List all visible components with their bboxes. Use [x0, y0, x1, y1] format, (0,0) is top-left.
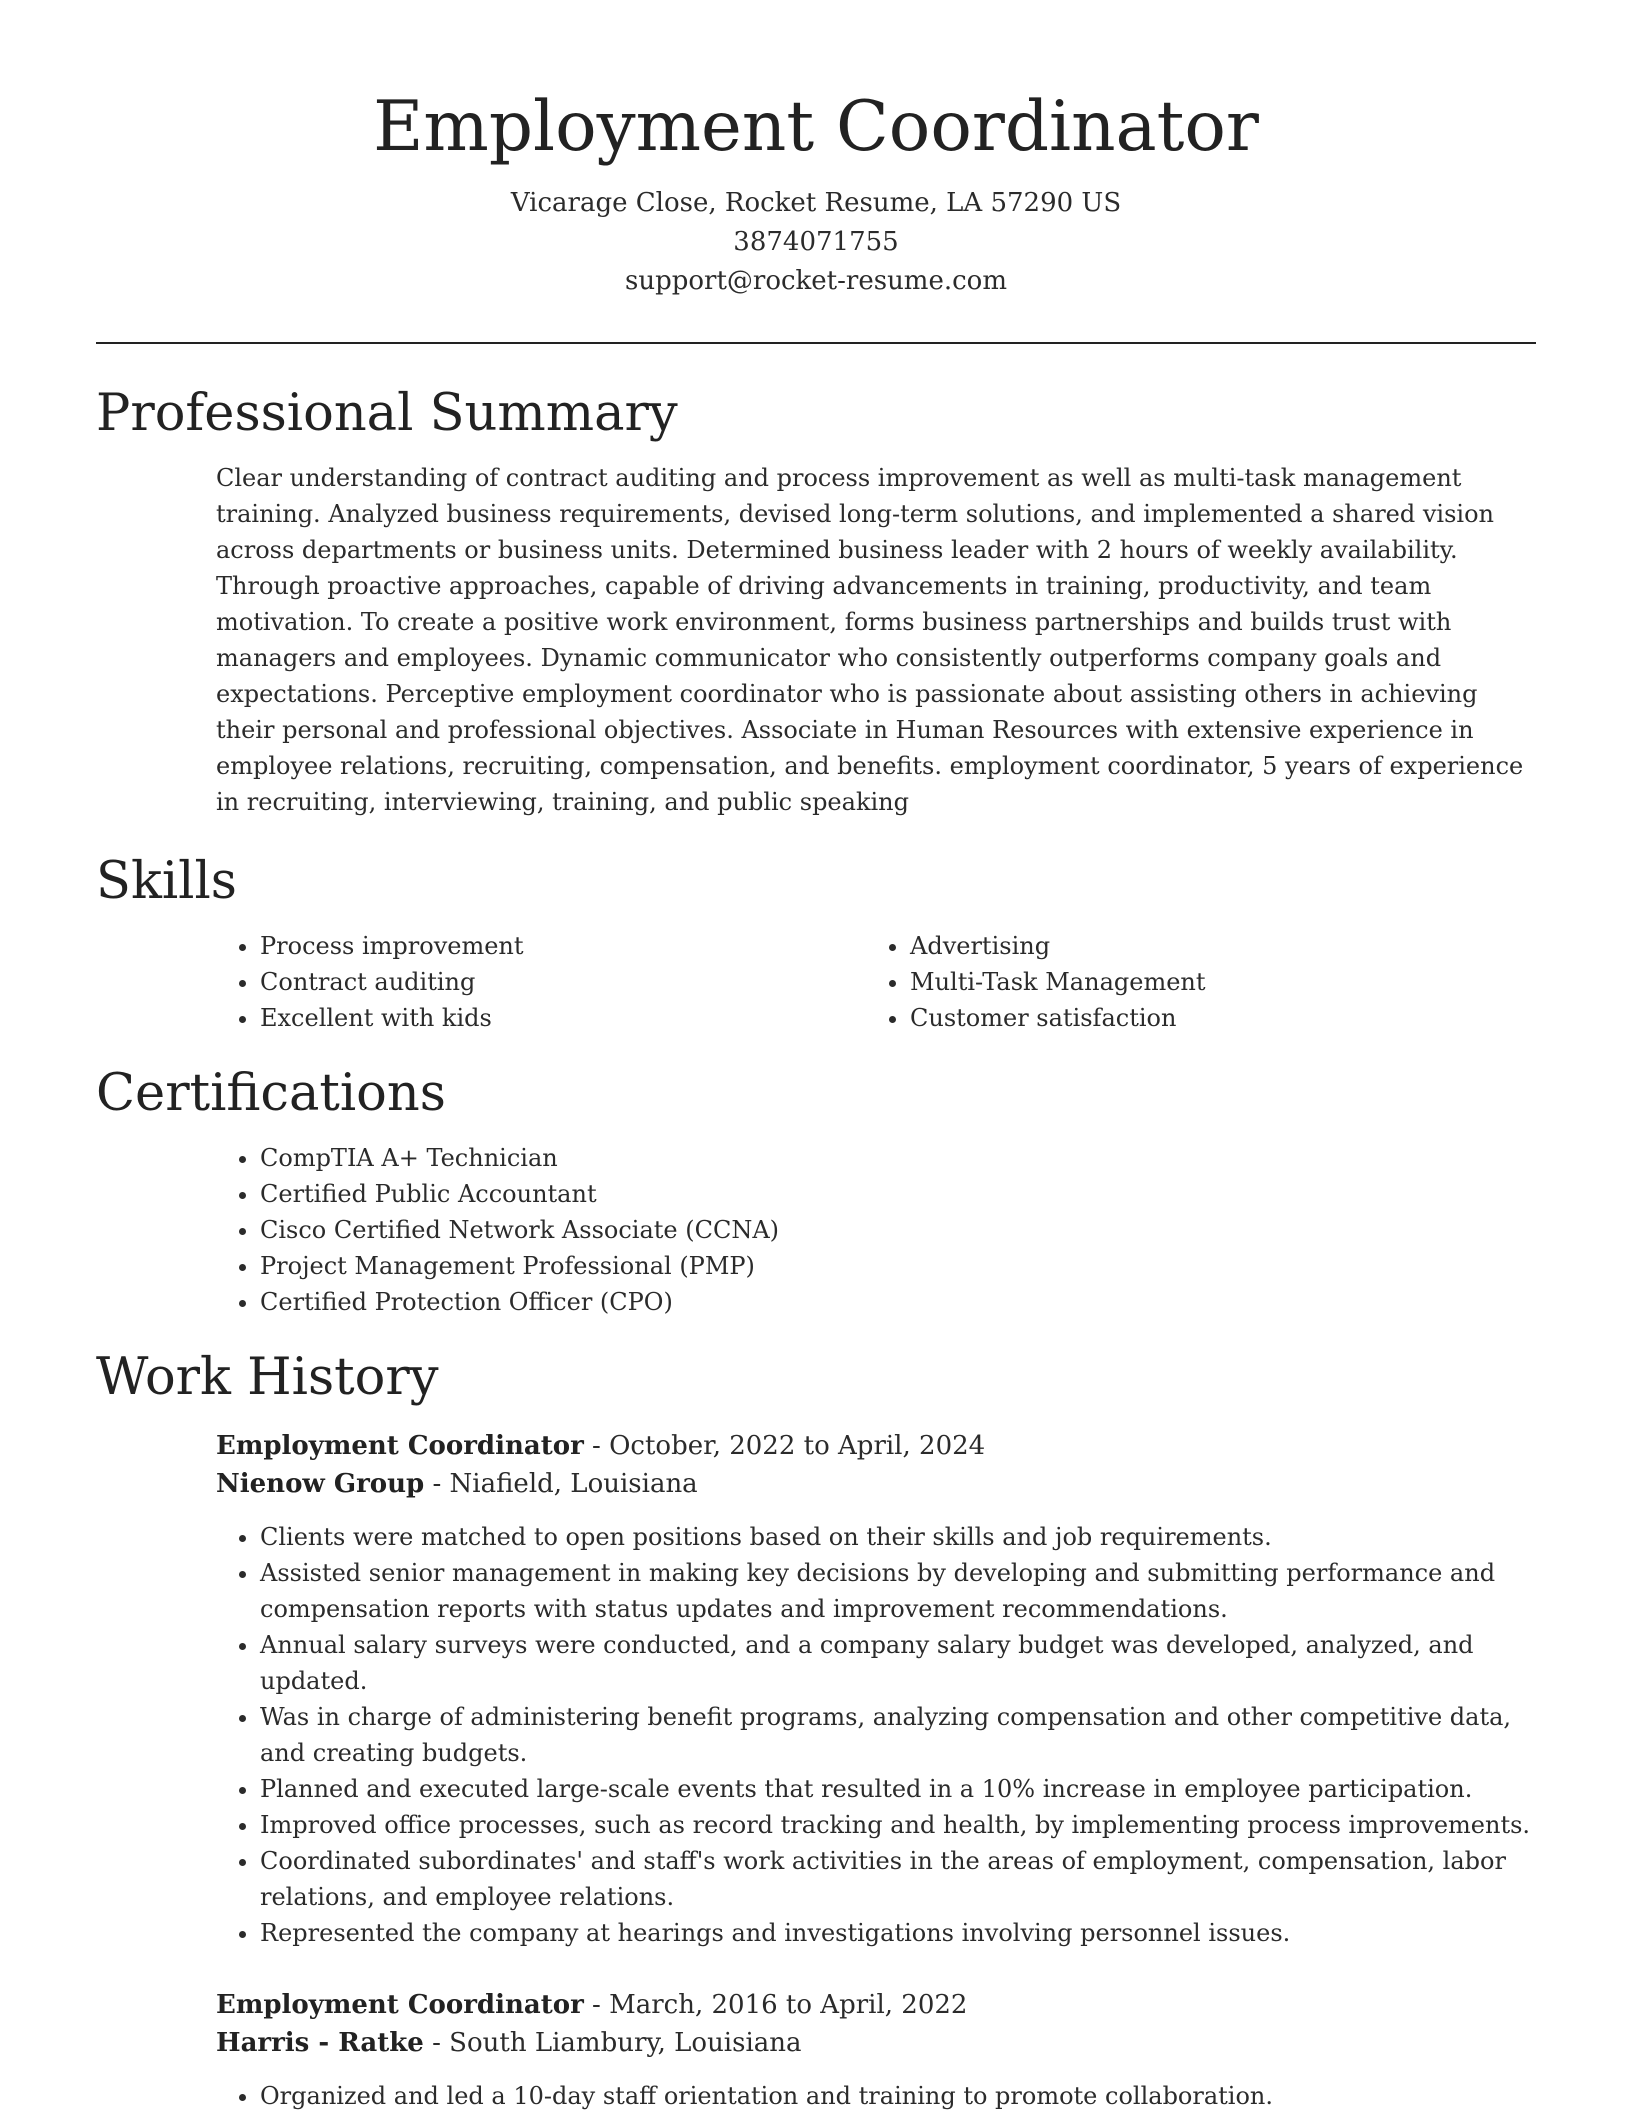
section-title-work-history: Work History — [96, 1348, 439, 1407]
contact-address: Vicarage Close, Rocket Resume, LA 57290 US — [510, 188, 1122, 218]
job-bullet: • Clients were matched to open positions based on their skills and job requirements. — [260, 1519, 1536, 1555]
certification-item: • CompTIA A+ Technician — [260, 1140, 1536, 1176]
job-dates: - March, 2016 to April, 2022 — [583, 1990, 968, 2020]
job-bullet: • Organized and led a 10-day staff orientation and training to promote collaboration. — [260, 2078, 1536, 2114]
job-bullet: • Coordinated subordinates' and staff's work activities in the areas of employment, compensation, labor relations, and employee relations. — [260, 1843, 1536, 1915]
job-entry — [216, 1986, 1536, 2114]
job-dates: - October, 2022 to April, 2024 — [583, 1431, 986, 1461]
contact-block — [96, 184, 1536, 301]
job-entry — [216, 1427, 1536, 1951]
section-title-summary: Professional Summary — [96, 384, 678, 443]
job-bullet: • Was in charge of administering benefit programs, analyzing compensation and other competitive data, and creating budgets. — [260, 1699, 1536, 1771]
job-title-line — [216, 1427, 1536, 1465]
job-company-line — [216, 1465, 1536, 1503]
skill-item: • Customer satisfaction — [910, 1000, 1486, 1036]
job-company: Harris - Ratke — [216, 2028, 424, 2058]
contact-email: support@rocket-resume.com — [624, 266, 1007, 296]
certification-item: • Project Management Professional (PMP) — [260, 1248, 1536, 1284]
job-title-line — [216, 1986, 1536, 2024]
job-location: - Niafield, Louisiana — [424, 1469, 698, 1499]
job-bullet: • Annual salary surveys were conducted, and a company salary budget was developed, analyzed, and updated. — [260, 1627, 1536, 1699]
skill-item: • Advertising — [910, 928, 1486, 964]
certifications-list — [216, 1140, 1536, 1320]
job-bullet: • Represented the company at hearings and investigations involving personnel issues. — [260, 1915, 1536, 1951]
skill-item: • Contract auditing — [260, 964, 836, 1000]
skills-list-left — [216, 928, 836, 1036]
summary-text: Clear understanding of contract auditing and process improvement as well as multi-task management training. Analyzed business requirements, devised long-term solutions, and implemented a shared vision across departments or business units. Determined business leader with 2 hours of weekly availability. Through proactive approaches, capable of driving advancements in training, productivity, and team motivation. To create a positive work environment, forms business partnerships and builds trust with managers and employees. Dynamic communicator who consistently outperforms company goals and expectations. Perceptive employment coordinator who is passionate about assisting others in achieving their personal and professional objectives. Associate in Human Resources with extensive experience in employee relations, recruiting, compensation, and benefits. employment coordinator, 5 years of experience in recruiting, interviewing, training, and public speaking — [216, 464, 1524, 816]
candidate-name: Employment Coordinator — [373, 87, 1259, 167]
job-bullet: • Improved office processes, such as record tracking and health, by implementing process improvements. — [260, 1807, 1536, 1843]
job-role: Employment Coordinator — [216, 1990, 584, 2020]
section-title-skills: Skills — [96, 852, 237, 911]
certification-item: • Cisco Certified Network Associate (CCNA) — [260, 1212, 1536, 1248]
skills-list-right — [866, 928, 1486, 1036]
contact-phone: 3874071755 — [733, 227, 899, 257]
skill-item: • Multi-Task Management — [910, 964, 1486, 1000]
skill-item: • Excellent with kids — [260, 1000, 836, 1036]
resume-header — [96, 80, 1536, 301]
job-company-line — [216, 2024, 1536, 2062]
job-bullet: • Planned and executed large-scale events that resulted in a 10% increase in employee participation. — [260, 1771, 1536, 1807]
job-role: Employment Coordinator — [216, 1431, 584, 1461]
section-title-certifications: Certifications — [96, 1064, 446, 1123]
certification-item: • Certified Public Accountant — [260, 1176, 1536, 1212]
job-bullets — [216, 2078, 1536, 2114]
header-divider — [96, 342, 1536, 344]
job-bullets — [216, 1519, 1536, 1951]
job-location: - South Liambury, Louisiana — [423, 2028, 802, 2058]
skill-item: • Process improvement — [260, 928, 836, 964]
certification-item: • Certified Protection Officer (CPO) — [260, 1284, 1536, 1320]
job-company: Nienow Group — [216, 1469, 425, 1499]
job-bullet: • Assisted senior management in making key decisions by developing and submitting performance and compensation reports with status updates and improvement recommendations. — [260, 1555, 1536, 1627]
